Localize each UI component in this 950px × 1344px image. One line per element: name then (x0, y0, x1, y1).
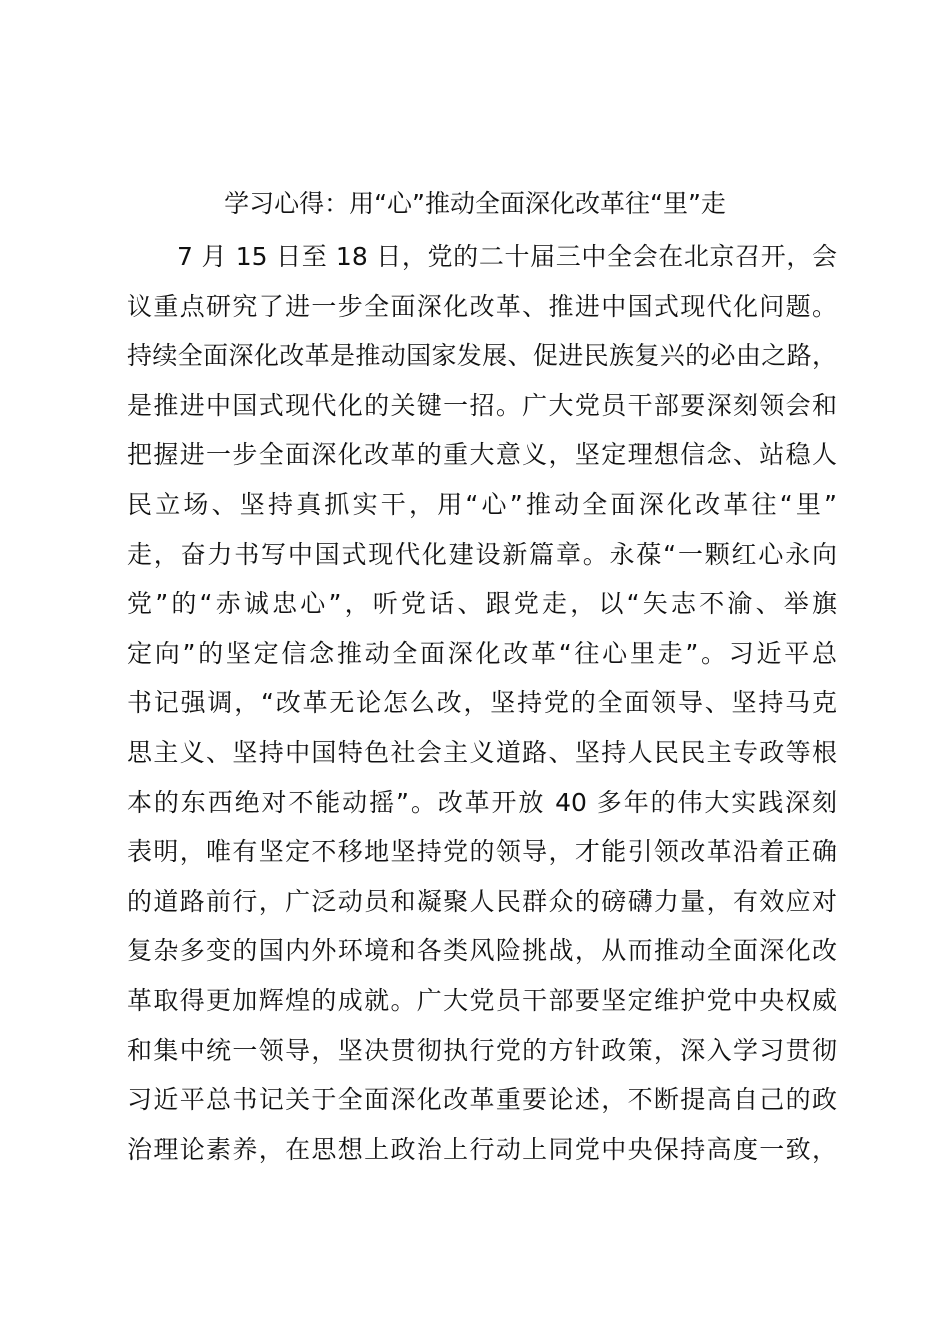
paragraph-line: 党”的“赤诚忠心”，听党话、跟党走，以“矢志不渝、举旗 (127, 589, 837, 619)
paragraph-line: 本的东西绝对不能动摇”。改革开放 40 多年的伟大实践深刻 (127, 787, 837, 817)
paragraph-line: 定向”的坚定信念推动全面深化改革“往心里走”。习近平总 (127, 638, 837, 668)
paragraph-line: 复杂多变的国内外环境和各类风险挑战，从而推动全面深化改 (127, 936, 837, 966)
paragraph-line: 表明，唯有坚定不移地坚持党的领导，才能引领改革沿着正确 (127, 837, 837, 867)
paragraph-line: 把握进一步全面深化改革的重大意义，坚定理想信念、站稳人 (127, 440, 837, 470)
paragraph-line: 书记强调，“改革无论怎么改，坚持党的全面领导、坚持马克 (127, 688, 837, 718)
paragraph-line: 议重点研究了进一步全面深化改革、推进中国式现代化问题。 (127, 291, 837, 321)
document-body (127, 232, 837, 1174)
paragraph-line: 走，奋力书写中国式现代化建设新篇章。永葆“一颗红心永向 (127, 539, 837, 569)
paragraph-line: 持续全面深化改革是推动国家发展、促进民族复兴的必由之路， (127, 341, 837, 371)
paragraph-line: 习近平总书记关于全面深化改革重要论述，不断提高自己的政 (127, 1085, 837, 1115)
paragraph-line: 治理论素养，在思想上政治上行动上同党中央保持高度一致， (127, 1134, 837, 1164)
paragraph-line: 民立场、坚持真抓实干，用“心”推动全面深化改革往“里” (127, 489, 837, 519)
document-title: 学习心得：用“心”推动全面深化改革往“里”走 (224, 189, 726, 218)
paragraph-line: 和集中统一领导，坚决贯彻执行党的方针政策，深入学习贯彻 (127, 1035, 837, 1065)
paragraph-line: 革取得更加辉煌的成就。广大党员干部要坚定维护党中央权威 (127, 985, 837, 1015)
paragraph-line: 是推进中国式现代化的关键一招。广大党员干部要深刻领会和 (127, 390, 837, 420)
paragraph-line: 思主义、坚持中国特色社会主义道路、坚持人民民主专政等根 (127, 737, 837, 767)
paragraph-line: 的道路前行，广泛动员和凝聚人民群众的磅礴力量，有效应对 (127, 886, 837, 916)
paragraph-line: 7 月 15 日至 18 日，党的二十届三中全会在北京召开，会 (177, 242, 837, 271)
